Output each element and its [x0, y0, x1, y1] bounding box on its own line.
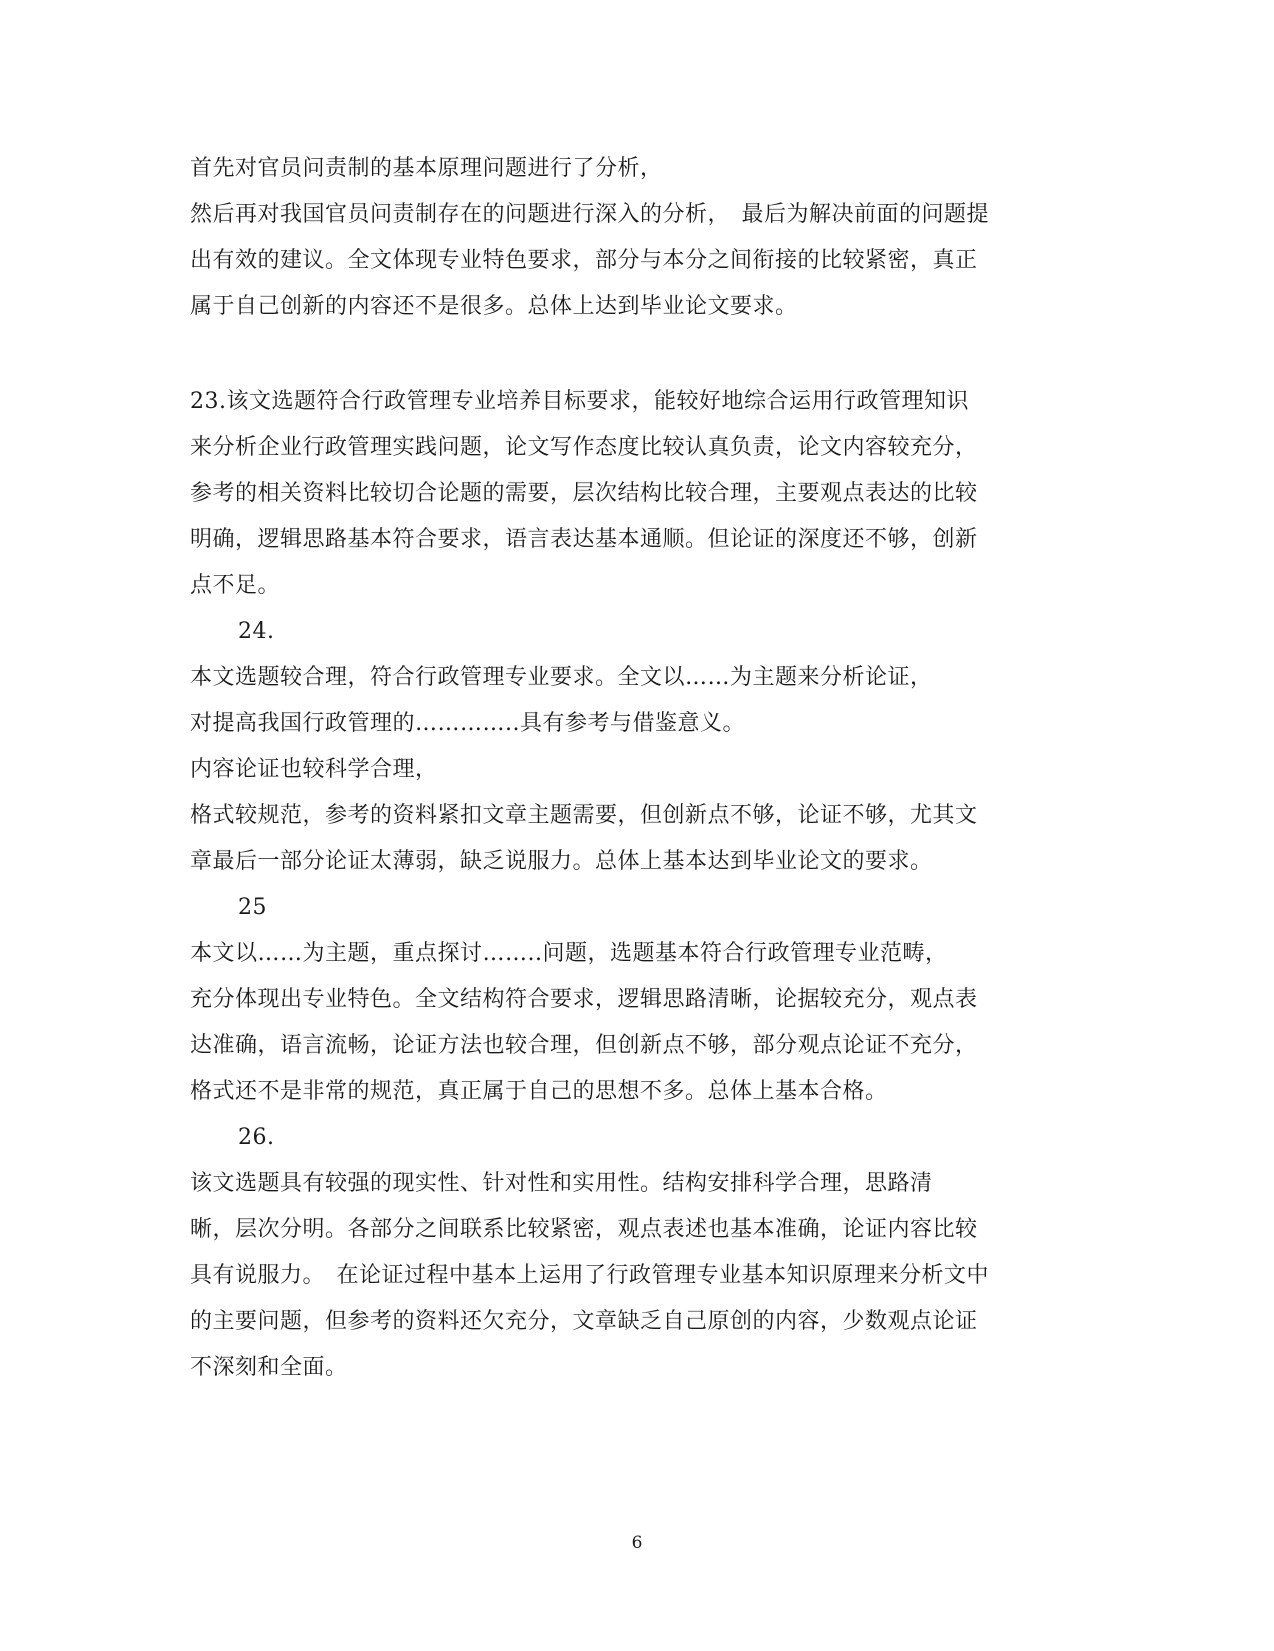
- text-line: 本文以……为主题，重点探讨……..问题，选题基本符合行政管理专业范畴，: [190, 941, 948, 966]
- text-line: 该文选题具有较强的现实性、针对性和实用性。结构安排科学合理，思路清: [190, 1171, 933, 1196]
- text-line: 格式较规范，参考的资料紧扣文章主题需要，但创新点不够，论证不够，尤其文: [190, 803, 978, 828]
- text-line: 格式还不是非常的规范，真正属于自己的思想不多。总体上基本合格。: [190, 1079, 888, 1104]
- text-line: 本文选题较合理，符合行政管理专业要求。全文以……为主题来分析论证，: [190, 665, 933, 690]
- text-line: 章最后一部分论证太薄弱，缺乏说服力。总体上基本达到毕业论文的要求。: [190, 849, 933, 874]
- text-line: 首先对官员问责制的基本原理问题进行了分析，: [190, 156, 663, 181]
- text-line: 对提高我国行政管理的…………..具有参考与借鉴意义。: [190, 711, 745, 736]
- text-line: 属于自己创新的内容还不是很多。总体上达到毕业论文要求。: [190, 294, 798, 319]
- text-line: 具有说服力。 在论证过程中基本上运用了行政管理专业基本知识原理来分析文中: [190, 1263, 990, 1288]
- text-line: 23.该文选题符合行政管理专业培养目标要求，能较好地综合运用行政管理知识: [190, 389, 969, 414]
- text-line: 充分体现出专业特色。全文结构符合要求，逻辑思路清晰，论据较充分，观点表: [190, 987, 978, 1012]
- text-line: 晰，层次分明。各部分之间联系比较紧密，观点表述也基本准确，论证内容比较: [190, 1217, 978, 1242]
- text-line: 参考的相关资料比较切合论题的需要，层次结构比较合理，主要观点表达的比较: [190, 481, 978, 506]
- text-line: 明确，逻辑思路基本符合要求，语言表达基本通顺。但论证的深度还不够，创新: [190, 527, 978, 552]
- text-line: 然后再对我国官员问责制存在的问题进行深入的分析， 最后为解决前面的问题提: [190, 202, 990, 227]
- text-line: 内容论证也较科学合理，: [190, 757, 438, 782]
- text-line: 不深刻和全面。: [190, 1355, 348, 1380]
- text-line: 来分析企业行政管理实践问题，论文写作态度比较认真负责，论文内容较充分，: [190, 435, 978, 460]
- text-line: 达准确，语言流畅，论证方法也较合理，但创新点不够，部分观点论证不充分，: [190, 1033, 978, 1058]
- page-number: 6: [631, 1533, 643, 1553]
- text-line: 的主要问题，但参考的资料还欠充分，文章缺乏自己原创的内容，少数观点论证: [190, 1309, 978, 1334]
- item-number: 26.: [238, 1125, 275, 1150]
- text-line: 出有效的建议。全文体现专业特色要求，部分与本分之间衔接的比较紧密，真正: [190, 248, 978, 273]
- item-number: 25: [238, 895, 267, 920]
- text-line: 点不足。: [190, 573, 281, 598]
- item-number: 24.: [238, 619, 275, 644]
